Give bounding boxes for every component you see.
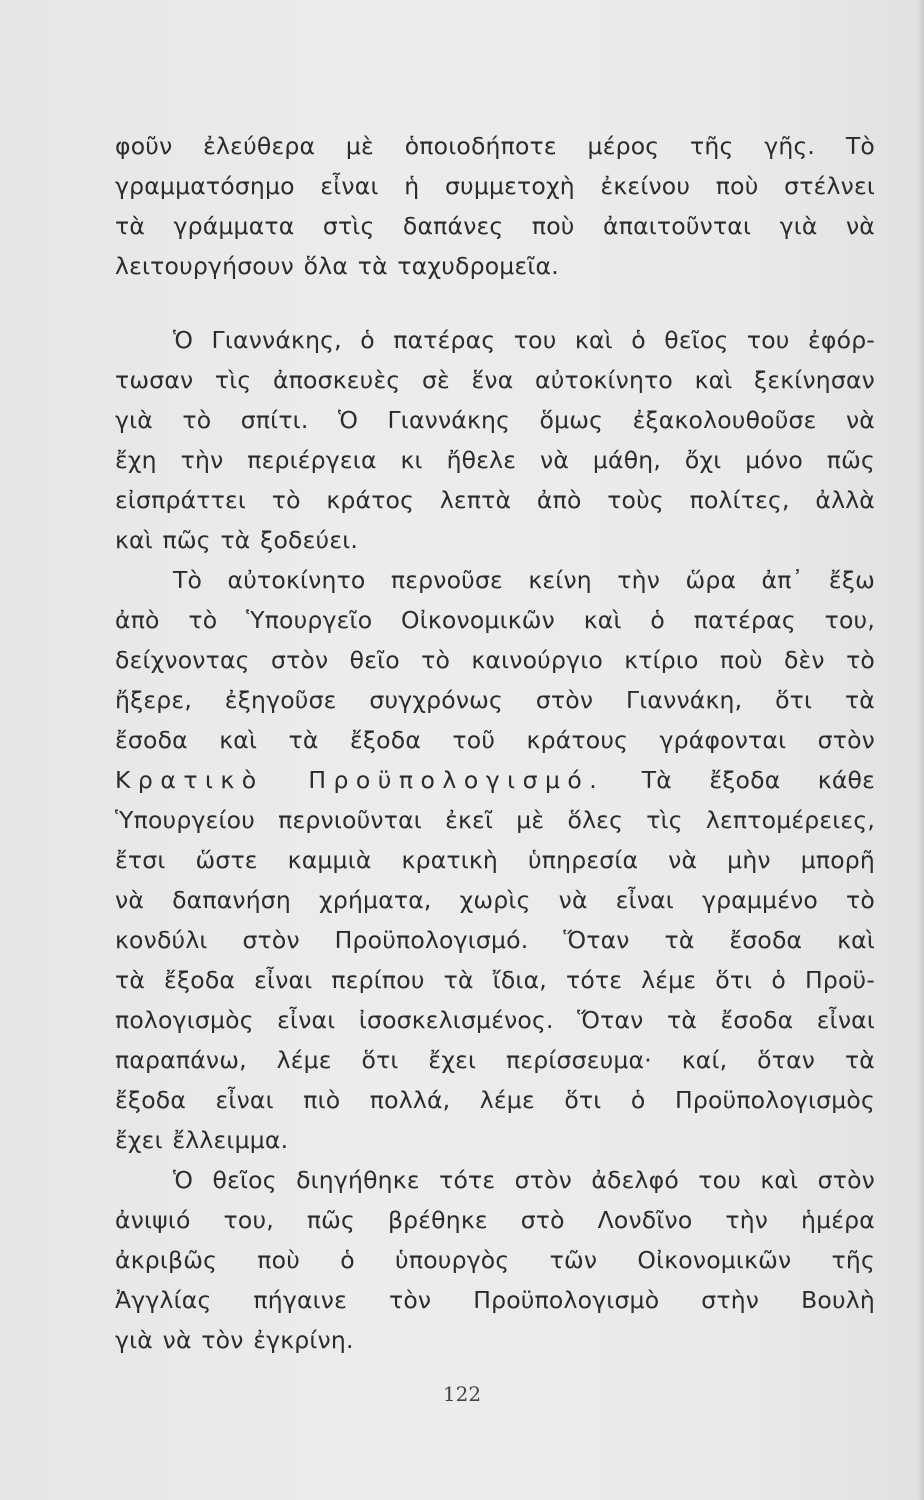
text-line: τωσαν τὶς ἀποσκευὲς σὲ ἕνα αὐτοκίνητο καὶ ξεκίνησαν [115, 366, 875, 394]
text-line: ἔχη τὴν περιέργεια κι ἤθελε νὰ μάθη, ὄχι μόνο πῶς [115, 446, 875, 474]
page-edge [918, 0, 924, 1500]
text-line: ἔξοδα εἶναι πιὸ πολλά, λέμε ὅτι ὁ Προϋπολογισμὸς [115, 1086, 875, 1114]
text-line: νὰ δαπανήση χρήματα, χωρὶς νὰ εἶναι γραμμένο τὸ [115, 886, 875, 914]
text-line: ἀπὸ τὸ Ὑπουργεῖο Οἰκονομικῶν καὶ ὁ πατέρας του, [115, 606, 875, 634]
text-line: ἤξερε, ἐξηγοῦσε συγχρόνως στὸν Γιαννάκη, ὅτι τὰ [115, 686, 875, 714]
text-line: φοῦν ἐλεύθερα μὲ ὁποιοδήποτε μέρος τῆς γῆς. Τὸ [115, 132, 875, 160]
text-line: ἔσοδα καὶ τὰ ἔξοδα τοῦ κράτους γράφονται στὸν [115, 726, 875, 754]
text-line: γιὰ τὸ σπίτι. Ὁ Γιαννάκης ὅμως ἐξακολουθοῦσε νὰ [115, 406, 875, 434]
text-line: ἔτσι ὥστε καμμιὰ κρατικὴ ὑπηρεσία νὰ μὴν μπορῆ [115, 846, 875, 874]
page-number: 122 [442, 1382, 482, 1406]
text-line: παραπάνω, λέμε ὅτι ἔχει περίσσευμα· καί, ὅταν τὰ [115, 1046, 875, 1074]
text-line: γιὰ νὰ τὸν ἐγκρίνη. [115, 1326, 354, 1354]
body-text [115, 126, 875, 1360]
spaced-term: Κρατικὸ Προϋπολογισμό. [115, 766, 605, 794]
text-line: ἀνιψιό του, πῶς βρέθηκε στὸ Λονδῖνο τὴν ἡμέρα [115, 1206, 875, 1234]
text-fragment: Τὰ ἔξοδα κάθε [641, 766, 876, 794]
text-line: Ὁ θεῖος διηγήθηκε τότε στὸν ἀδελφό του καὶ στὸν [173, 1166, 875, 1194]
text-line: Ὁ Γιαννάκης, ὁ πατέρας του καὶ ὁ θεῖος του ἐφόρ- [173, 326, 875, 354]
text-line: τὰ ἔξοδα εἶναι περίπου τὰ ἴδια, τότε λέμε ὅτι ὁ Προϋ- [115, 966, 875, 994]
text-line: εἰσπράττει τὸ κράτος λεπτὰ ἀπὸ τοὺς πολίτες, ἀλλὰ [115, 486, 875, 514]
text-line: Τὸ αὐτοκίνητο περνοῦσε κείνη τὴν ὥρα ἀπ᾽ ἔξω [173, 566, 875, 594]
text-line: τὰ γράμματα στὶς δαπάνες ποὺ ἀπαιτοῦνται γιὰ νὰ [115, 212, 875, 240]
text-line: ἔχει ἔλλειμμα. [115, 1126, 289, 1154]
text-line: πολογισμὸς εἶναι ἰσοσκελισμένος. Ὅταν τὰ ἔσοδα εἶναι [115, 1006, 875, 1034]
text-line: γραμματόσημο εἶναι ἡ συμμετοχὴ ἐκείνου ποὺ στέλνει [115, 172, 875, 200]
text-line: καὶ πῶς τὰ ξοδεύει. [115, 526, 359, 554]
text-line: Ἀγγλίας πήγαινε τὸν Προϋπολογισμὸ στὴν Βουλὴ [115, 1286, 875, 1314]
text-line-with-spaced-term [115, 760, 875, 800]
text-line: λειτουργήσουν ὅλα τὰ ταχυδρομεῖα. [115, 252, 559, 280]
text-line: Ὑπουργείου περνιοῦνται ἐκεῖ μὲ ὅλες τὶς λεπτομέρειες, [115, 806, 875, 834]
text-line: δείχνοντας στὸν θεῖο τὸ καινούργιο κτίριο ποὺ δὲν τὸ [115, 646, 875, 674]
text-line: ἀκριβῶς ποὺ ὁ ὑπουργὸς τῶν Οἰκονομικῶν τῆς [115, 1246, 875, 1274]
text-line: κονδύλι στὸν Προϋπολογισμό. Ὅταν τὰ ἔσοδα καὶ [115, 926, 875, 954]
paragraph-gap [115, 286, 875, 320]
